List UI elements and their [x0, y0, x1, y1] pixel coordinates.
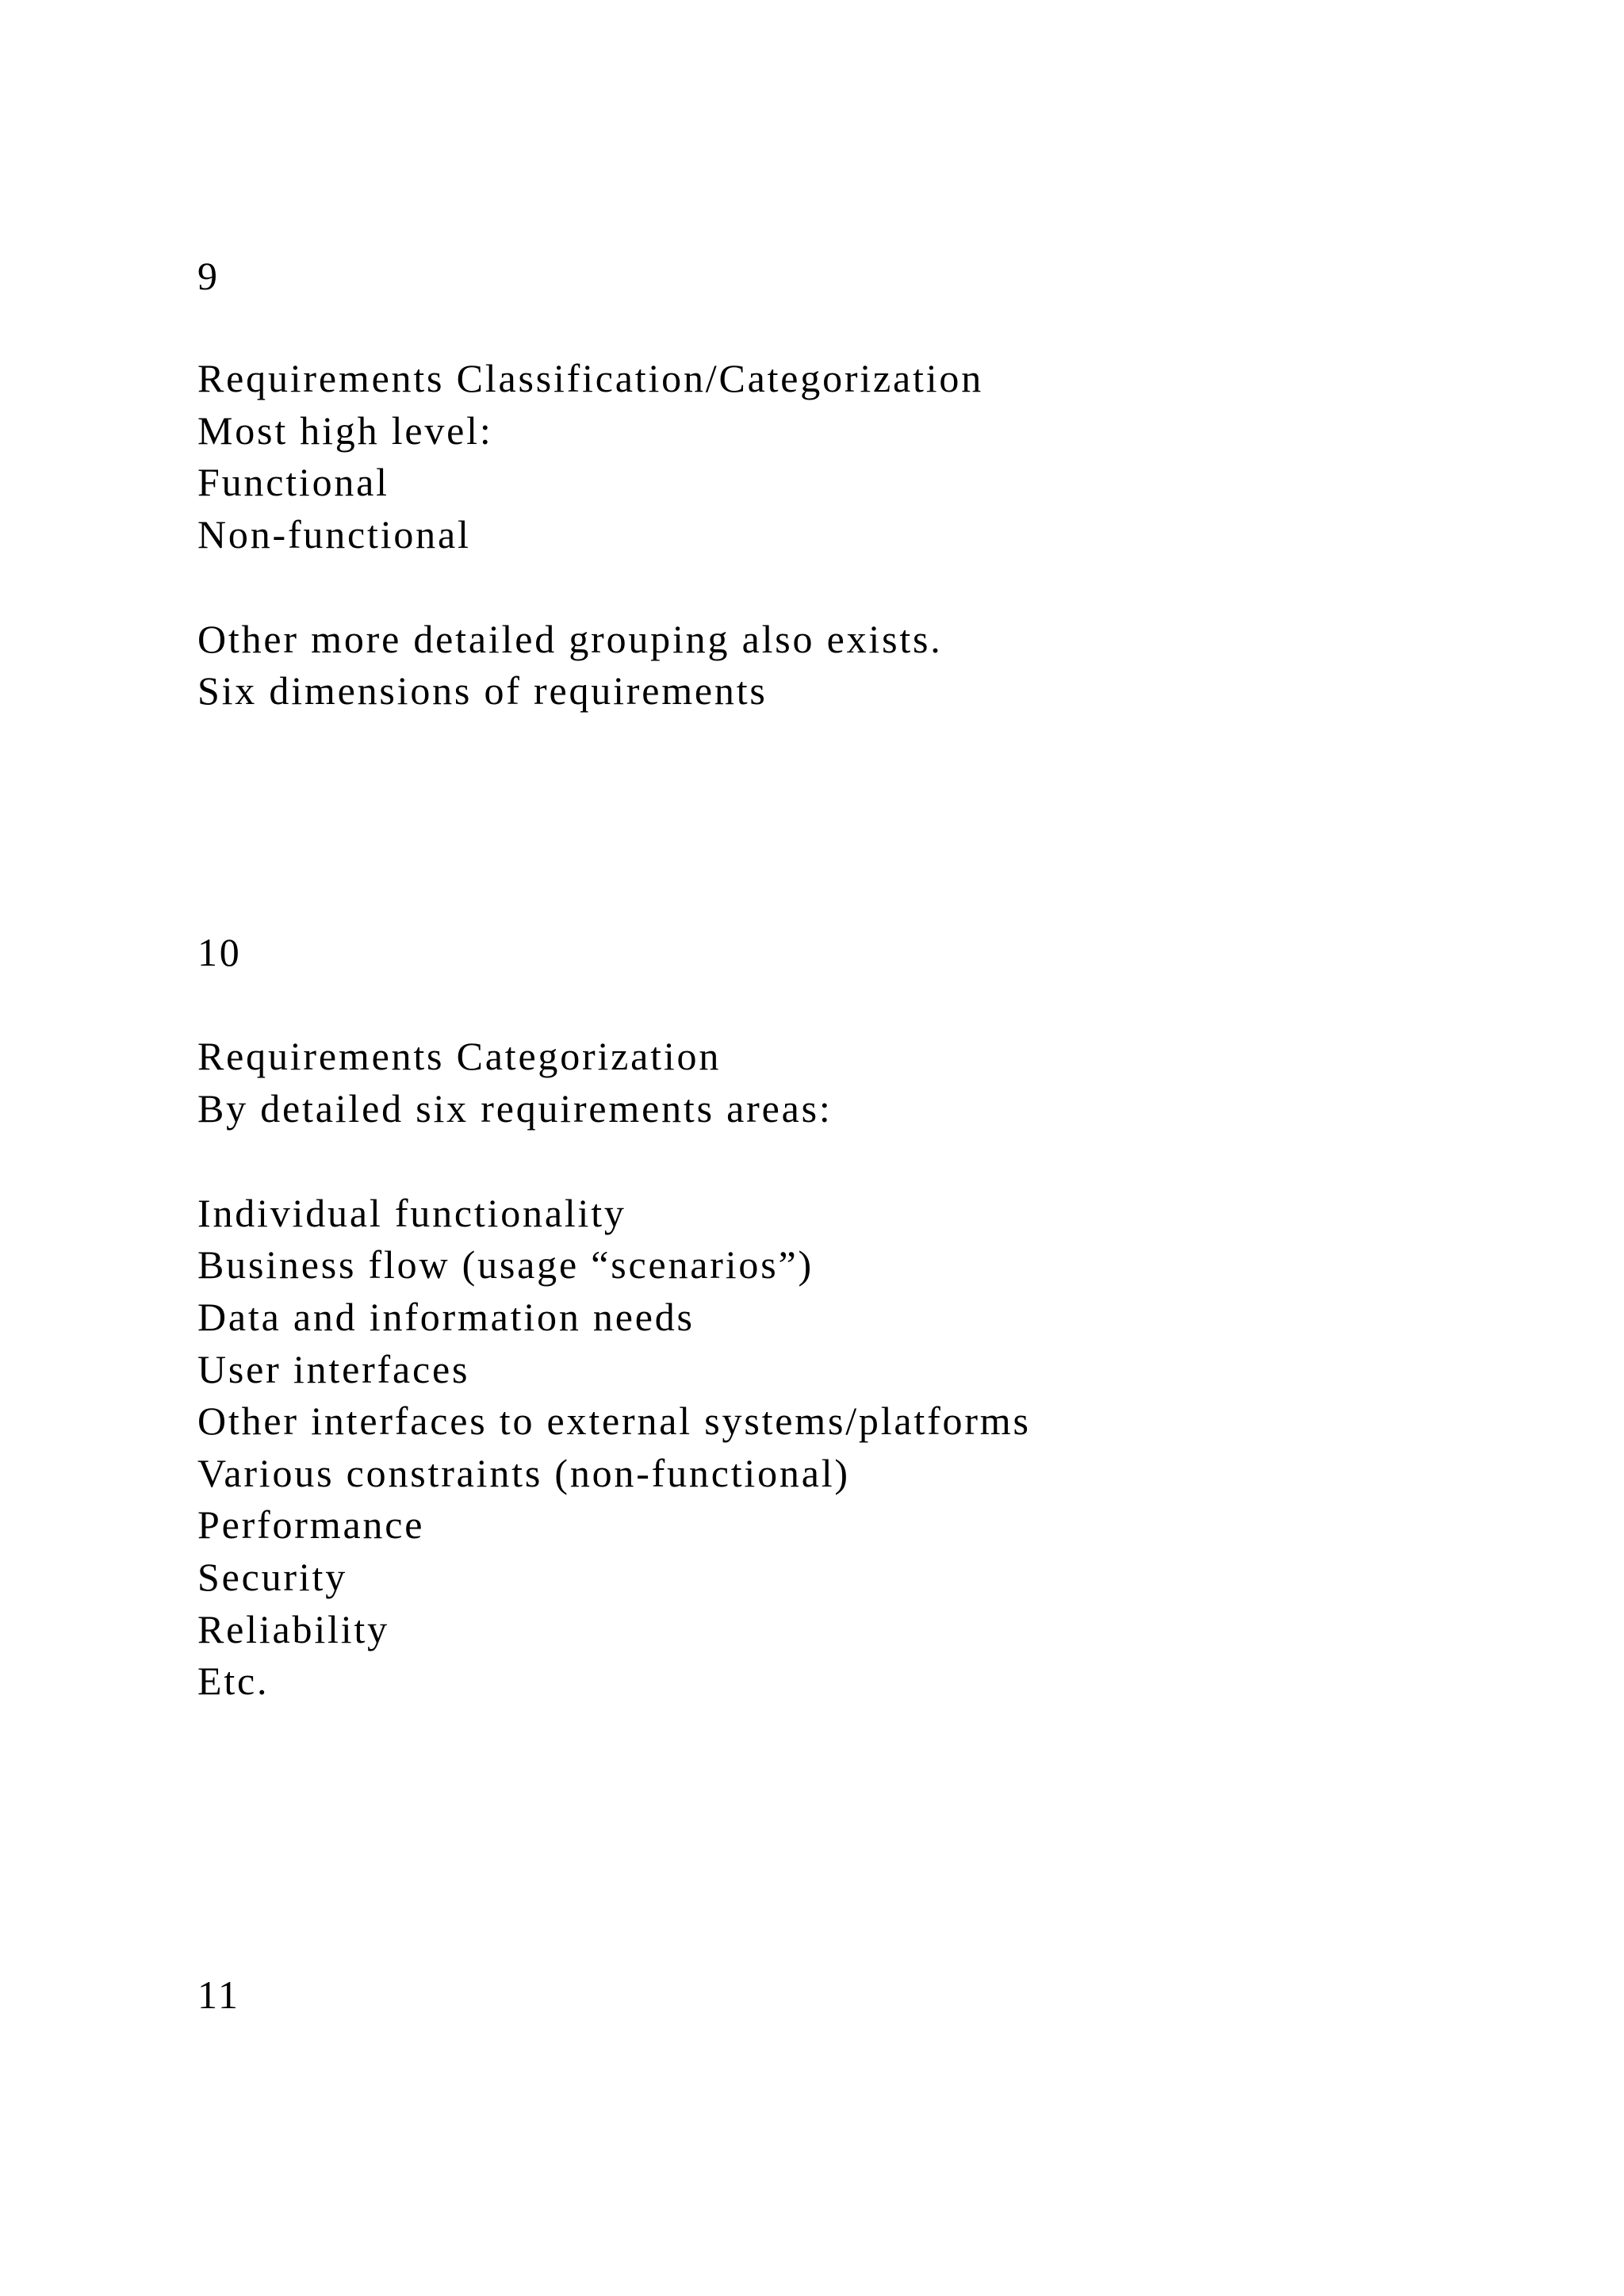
text-line: By detailed six requirements areas: — [197, 1086, 833, 1131]
page-number: 9 — [197, 254, 220, 298]
text-line: Six dimensions of requirements — [197, 668, 768, 713]
list-item: Data and information needs — [197, 1295, 695, 1339]
list-item: Etc. — [197, 1659, 270, 1703]
section-heading: Requirements Classification/Categorization — [197, 356, 983, 400]
list-item: Various constraints (non-functional) — [197, 1451, 850, 1495]
page-number: 10 — [197, 930, 242, 974]
list-item: Performance — [197, 1502, 425, 1547]
text-line: Functional — [197, 460, 389, 504]
section-heading: Requirements Categorization — [197, 1034, 722, 1078]
list-item: User interfaces — [197, 1347, 470, 1391]
text-line: Other more detailed grouping also exists. — [197, 617, 943, 661]
list-item: Business flow (usage “scenarios”) — [197, 1242, 814, 1287]
list-item: Individual functionality — [197, 1191, 626, 1235]
list-item: Security — [197, 1555, 348, 1599]
list-item: Reliability — [197, 1607, 389, 1651]
text-line: Non-functional — [197, 512, 471, 557]
page-number: 11 — [197, 1973, 240, 2017]
list-item: Other interfaces to external systems/platforms — [197, 1399, 1031, 1443]
text-line: Most high level: — [197, 408, 493, 453]
